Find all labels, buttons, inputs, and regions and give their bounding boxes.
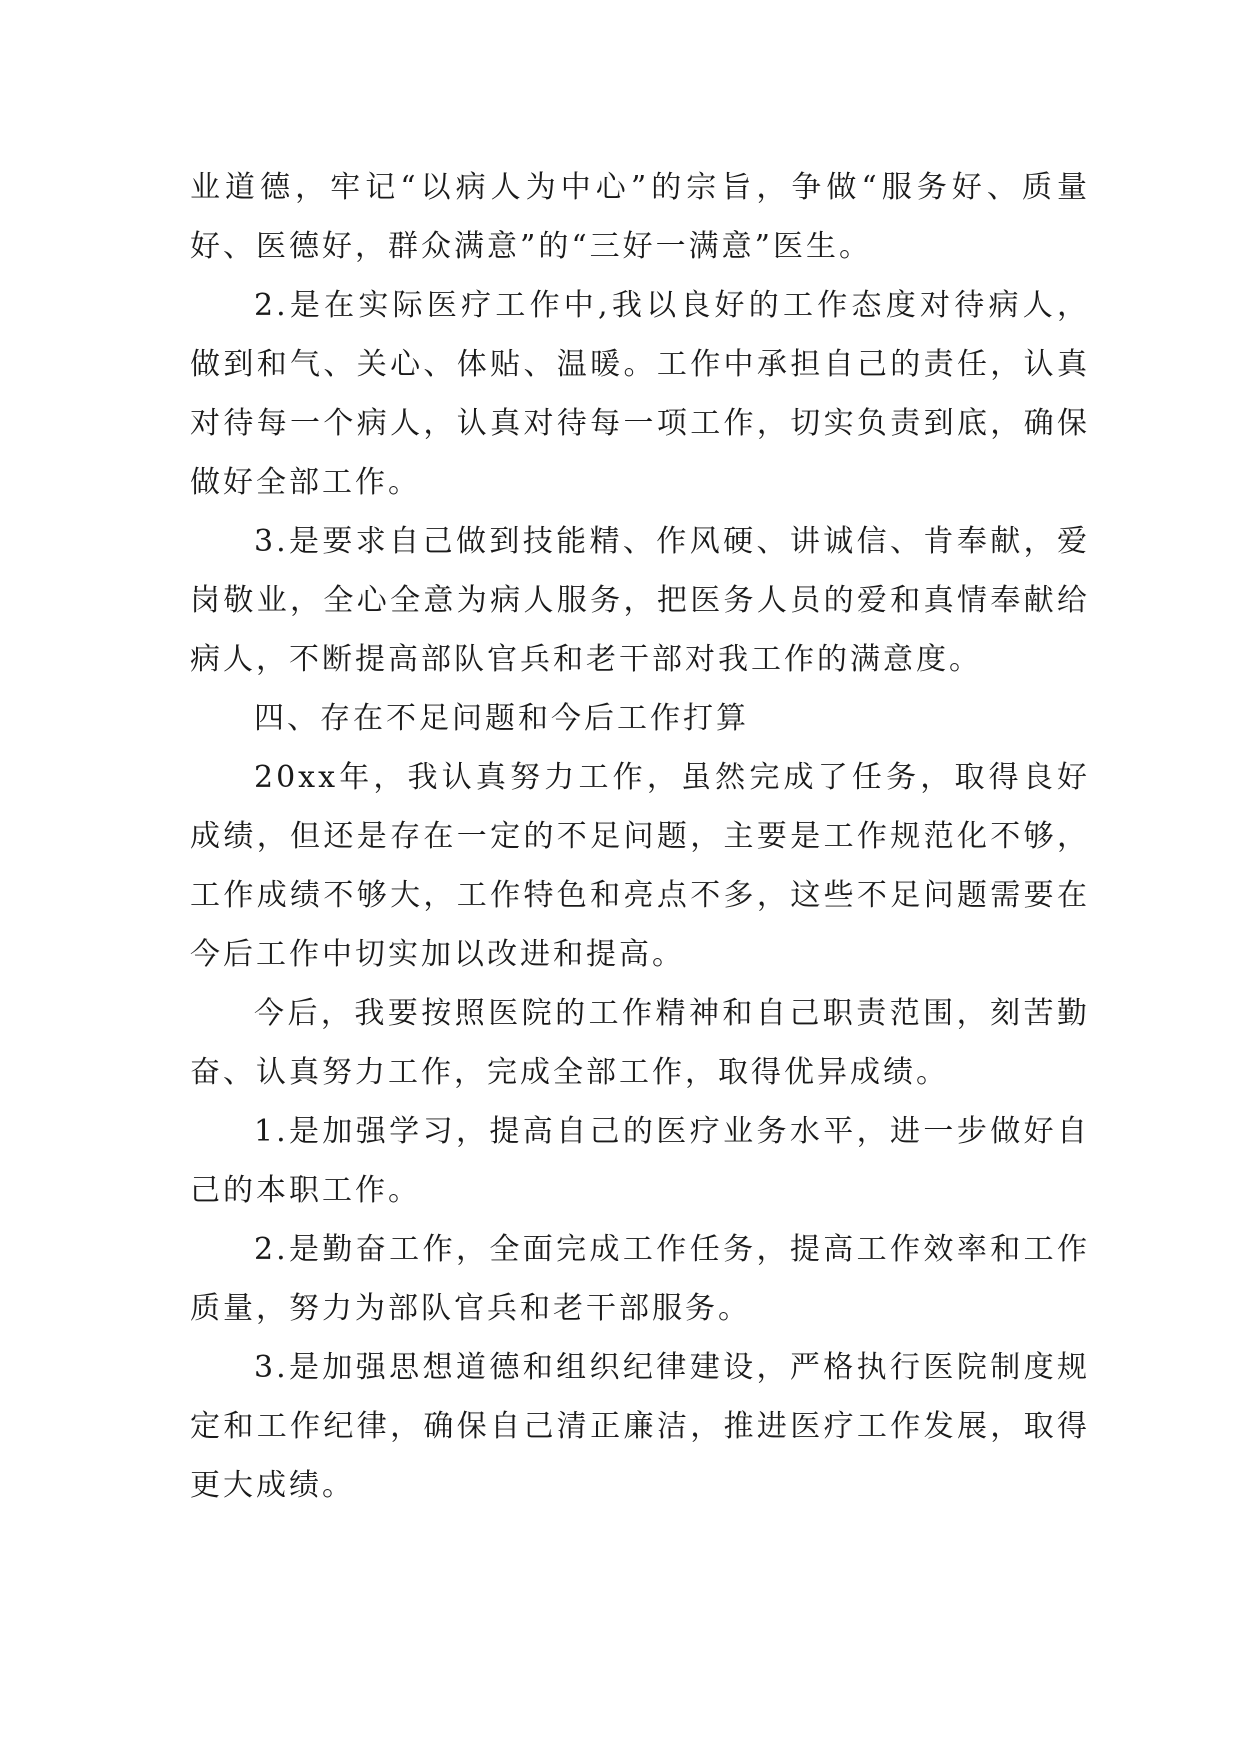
paragraph-3: 3.是要求自己做到技能精、作风硬、讲诚信、肯奉献，爱岗敬业，全心全意为病人服务，把医务人员的爱和真情奉献给病人，不断提高部队官兵和老干部对我工作的满意度。: [190, 524, 1090, 677]
paragraph-6: 今后，我要按照医院的工作精神和自己职责范围，刻苦勤奋、认真努力工作，完成全部工作，取得优异成绩。: [190, 996, 1090, 1090]
paragraph-1: 业道德，牢记“以病人为中心”的宗旨，争做“服务好、质量好、医德好，群众满意”的“三好一满意”医生。: [190, 170, 1090, 264]
document-body: [190, 158, 1090, 1515]
paragraph-7: 1.是加强学习，提高自己的医疗业务水平，进一步做好自己的本职工作。: [190, 1114, 1090, 1208]
paragraph-5: 20xx年，我认真努力工作，虽然完成了任务，取得良好成绩，但还是存在一定的不足问题，主要是工作规范化不够，工作成绩不够大，工作特色和亮点不多，这些不足问题需要在今后工作中切实加以改进和提高。: [190, 760, 1090, 972]
paragraph-9: 3.是加强思想道德和组织纪律建设，严格执行医院制度规定和工作纪律，确保自己清正廉洁，推进医疗工作发展，取得更大成绩。: [190, 1350, 1090, 1503]
paragraph-2: 2.是在实际医疗工作中,我以良好的工作态度对待病人，做到和气、关心、体贴、温暖。工作中承担自己的责任，认真对待每一个病人，认真对待每一项工作，切实负责到底，确保做好全部工作。: [190, 288, 1090, 500]
section-heading: 四、存在不足问题和今后工作打算: [254, 701, 749, 736]
paragraph-8: 2.是勤奋工作，全面完成工作任务，提高工作效率和工作质量，努力为部队官兵和老干部服务。: [190, 1232, 1090, 1326]
